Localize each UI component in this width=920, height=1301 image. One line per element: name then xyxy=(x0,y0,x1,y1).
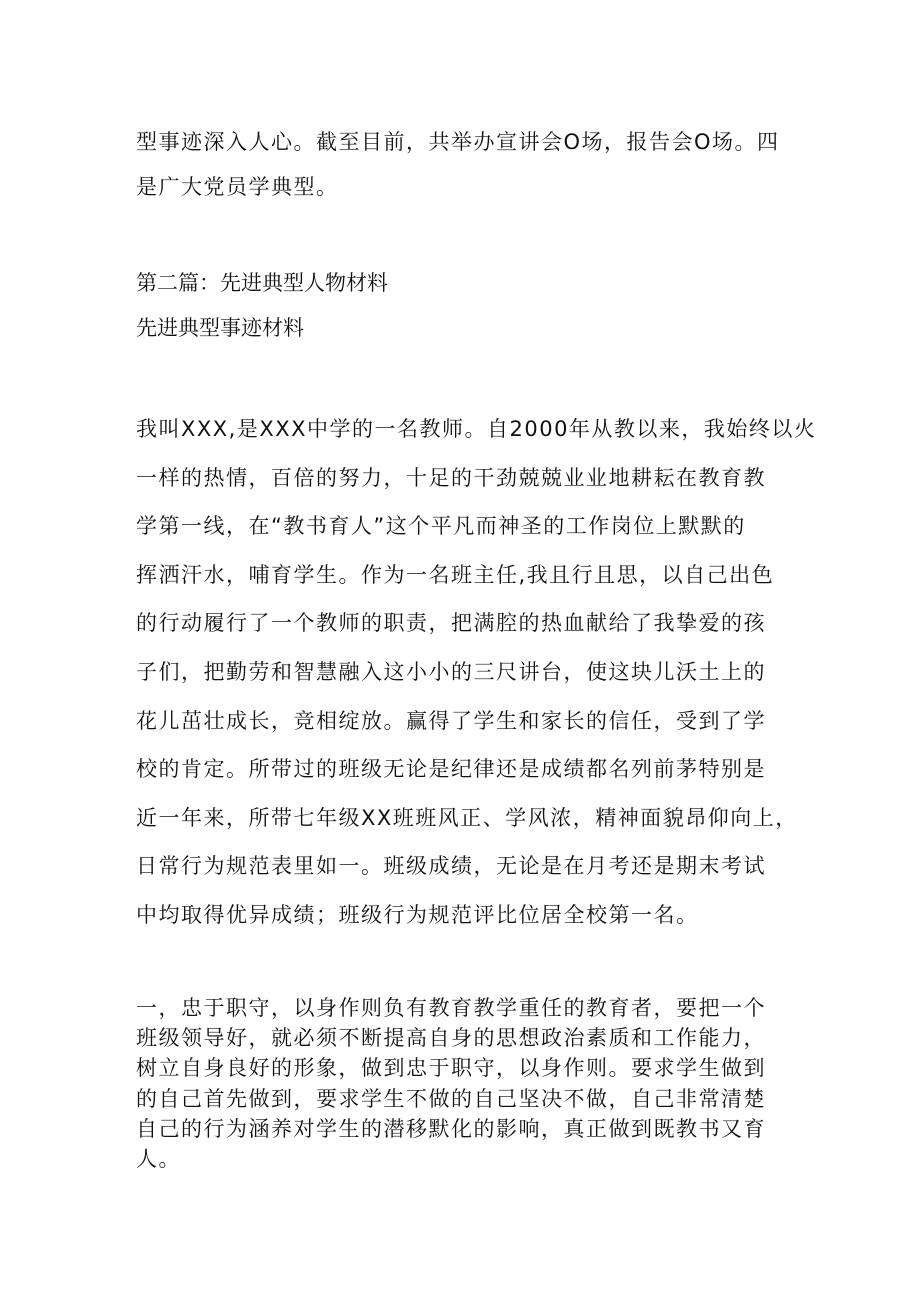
document-title: 先进典型事迹材料 xyxy=(136,316,304,340)
text-line: 学第一线，在“教书育人”这个平凡而神圣的工作岗位上默默的 xyxy=(136,514,746,539)
text-line: 是广大党员学典型。 xyxy=(136,175,339,199)
text-line: 挥洒汗水，哺育学生。作为一名班主任,我且行且思，以自己出色 xyxy=(136,562,775,587)
text-line: 近一年来，所带七年级XX班班风正、学风浓，精神面貌昂仰向上， xyxy=(136,805,798,830)
text-line: 自己的行为涵养对学生的潜移默化的影响，真正做到既教书又育 xyxy=(136,1116,766,1141)
text-line: 树立自身良好的形象，做到忠于职守，以身作则。要求学生做到 xyxy=(136,1056,766,1081)
text-line: 型事迹深入人心。截至目前，共举办宣讲会O场，报告会O场。四 xyxy=(136,130,780,154)
text-line: 花儿茁壮成长，竞相绽放。赢得了学生和家长的信任，受到了学 xyxy=(136,708,766,733)
paragraph-introduction xyxy=(136,405,817,940)
text-line: 的行动履行了一个教师的职责，把满腔的热血献给了我挚爱的孩 xyxy=(136,611,766,636)
text-line: 中均取得优异成绩；班级行为规范评比位居全校第一名。 xyxy=(136,902,699,927)
text-line: 一样的热情，百倍的努力，十足的干劲兢兢业业地耕耘在教育教 xyxy=(136,465,766,490)
text-line: 一，忠于职守，以身作则负有教育教学重任的教育者，要把一个 xyxy=(136,996,766,1020)
text-line: 人。 xyxy=(136,1147,181,1172)
text-line: 校的肯定。所带过的班级无论是纪律还是成绩都名列前茅特别是 xyxy=(136,757,766,782)
paragraph-continuation xyxy=(136,120,801,210)
text-line: 的自己首先做到，要求学生不做的自己坚决不做，自己非常清楚 xyxy=(136,1086,766,1111)
paragraph-section-one xyxy=(136,993,801,1174)
text-line: 日常行为规范表里如一。班级成绩，无论是在月考还是期末考试 xyxy=(136,854,766,879)
text-line: 班级领导好，就必须不断提高自身的思想政治素质和工作能力， xyxy=(136,1026,766,1051)
section-heading: 第二篇：先进典型人物材料 xyxy=(136,271,388,295)
text-line: 子们，把勤劳和智慧融入这小小的三尺讲台，使这块儿沃土上的 xyxy=(136,659,766,684)
text-line: 我叫XXX,是XXX中学的一名教师。自2000年从教以来，我始终以火 xyxy=(136,417,817,441)
